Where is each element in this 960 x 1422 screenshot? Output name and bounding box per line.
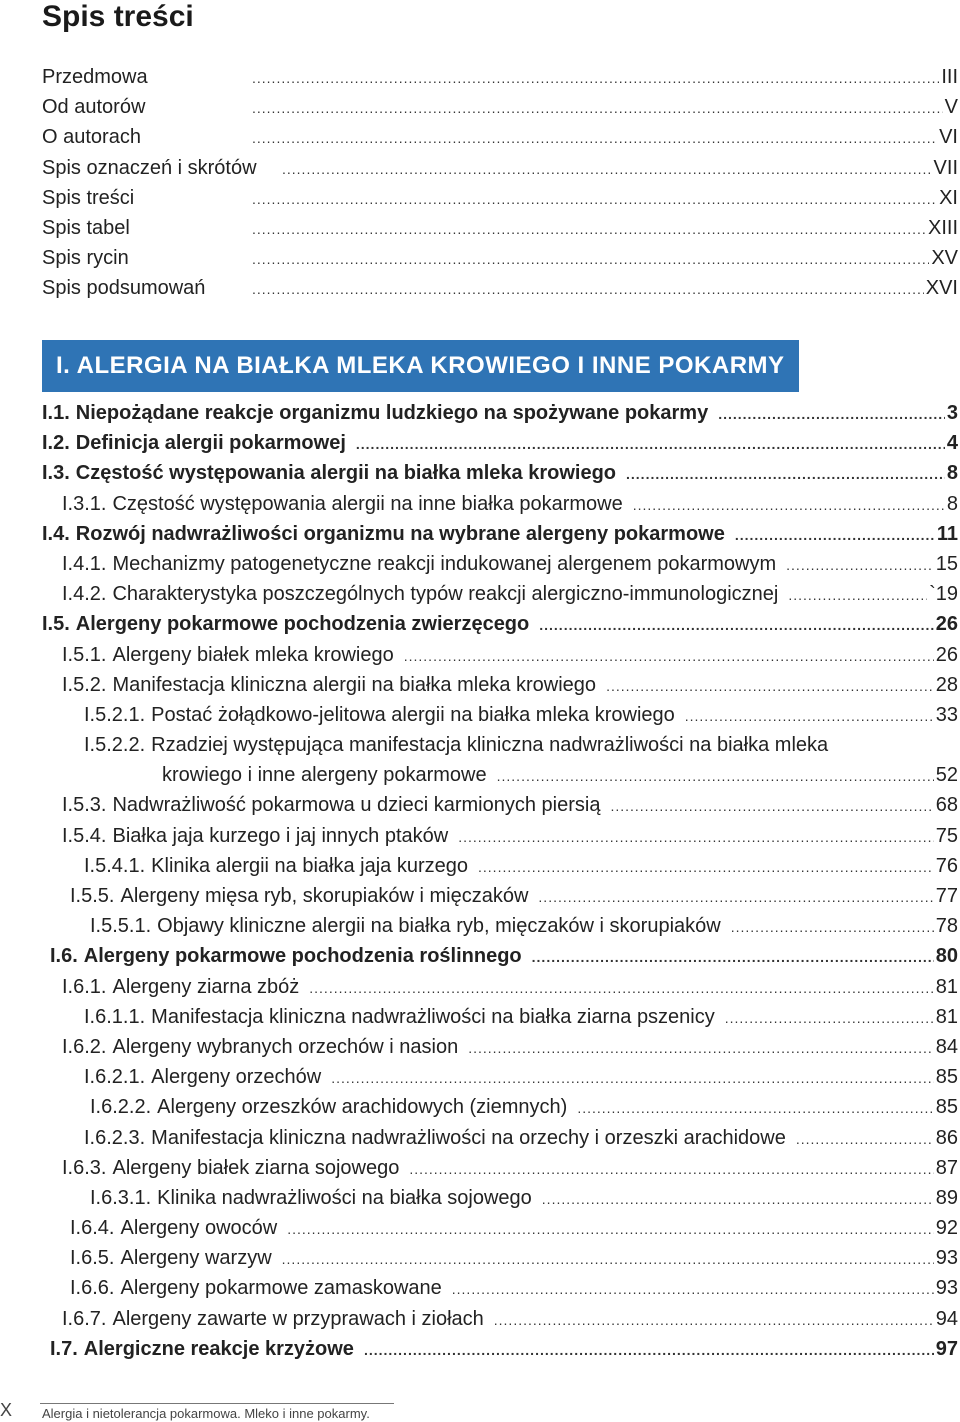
toc-row-o-autorach[interactable] (0, 126, 960, 156)
toc-number: I.1. (42, 402, 70, 424)
toc-row[interactable] (0, 976, 960, 1006)
toc-label: Spis oznaczeń i skrótów (42, 156, 257, 179)
toc-label: Alergeny wybranych orzechów i nasion (112, 1035, 459, 1058)
toc-row[interactable] (0, 945, 960, 975)
toc-number: I.6.4. (70, 1217, 115, 1240)
toc-page: 33 (935, 703, 958, 726)
toc-label: Alergeny owoców (120, 1217, 278, 1240)
toc-row[interactable] (0, 613, 960, 643)
toc-label: Niepożądane reakcje organizmu ludzkiego na spożywane pokarmy (75, 402, 709, 424)
toc-row[interactable] (0, 885, 960, 915)
toc-label: Manifestacja kliniczna nadwrażliwości na białka ziarna pszenicy (151, 1005, 715, 1028)
toc-row[interactable] (0, 855, 960, 885)
toc-label: Alergeny zawarte w przyprawach i ziołach (112, 1307, 484, 1330)
toc-page: 11 (936, 522, 958, 545)
toc-page: 8 (946, 492, 958, 515)
leader-dots (458, 829, 934, 845)
footer-page-number: X (0, 1400, 13, 1420)
toc-page: 85 (935, 1066, 958, 1089)
leader-dots (494, 1312, 934, 1328)
toc-page: XVI (925, 277, 958, 300)
toc-page: 78 (935, 915, 958, 938)
toc-page: 89 (935, 1186, 958, 1209)
leader-dots (356, 436, 945, 452)
toc-page: `19 (929, 583, 958, 606)
toc-row[interactable] (0, 1036, 960, 1066)
toc-row[interactable] (0, 523, 960, 553)
leader-dots (331, 1070, 934, 1086)
toc-number: I.7. (50, 1337, 78, 1360)
toc-number: I.6.1. (62, 975, 107, 998)
toc-page: 26 (935, 643, 958, 666)
leader-dots (452, 1281, 934, 1297)
toc-page: VI (939, 126, 958, 149)
toc-page: VII (933, 156, 958, 179)
toc-number: I.4. (42, 522, 70, 545)
leader-dots (478, 859, 934, 875)
toc-row[interactable] (0, 644, 960, 674)
leader-dots (252, 281, 924, 297)
toc-label: Klinika alergii na białka jaja kurzego (151, 854, 469, 877)
toc-number: I.6.5. (70, 1247, 115, 1270)
toc-number: I.5.3. (62, 794, 107, 817)
toc-label: Mechanizmy patogenetyczne reakcji indukowanej alergenem pokarmowym (112, 552, 777, 575)
toc-page: 93 (935, 1277, 958, 1300)
toc-label: Manifestacja kliniczna alergii na białka mleka krowiego (112, 673, 597, 696)
toc-label: Alergeny białek ziarna sojowego (112, 1156, 400, 1179)
leader-dots (788, 587, 927, 603)
toc-row[interactable] (0, 583, 960, 613)
toc-page: 92 (935, 1217, 958, 1240)
toc-label: Alergeny pokarmowe pochodzenia roślinnego (83, 945, 522, 968)
toc-row[interactable] (0, 553, 960, 583)
toc-page: 28 (935, 673, 958, 696)
toc-page: XV (931, 247, 958, 270)
leader-dots (497, 768, 934, 784)
toc-row[interactable] (0, 432, 960, 462)
toc-row[interactable] (0, 1096, 960, 1126)
toc-page: 81 (935, 975, 958, 998)
toc-page: 84 (935, 1035, 958, 1058)
toc-label: Alergiczne reakcje krzyżowe (83, 1337, 354, 1360)
footer-book-title: Alergia i nietolerancja pokarmowa. Mleko i inne pokarmy. (42, 1406, 370, 1421)
leader-dots (252, 191, 937, 207)
toc-number: I.3.1. (62, 492, 107, 515)
chapter-title: I. ALERGIA NA BIAŁKA MLEKA KROWIEGO I INNE POKARMY (56, 352, 785, 379)
leader-dots (282, 1251, 934, 1267)
toc-row[interactable] (0, 1247, 960, 1277)
toc-page: XIII (927, 216, 958, 239)
front-matter-list (0, 66, 960, 308)
toc-number: I.5.4. (62, 824, 107, 847)
leader-dots (796, 1131, 934, 1147)
leader-dots (252, 130, 937, 146)
toc-page: 86 (935, 1126, 958, 1149)
leader-dots (731, 919, 934, 935)
toc-number: I.6.3.1. (90, 1186, 152, 1209)
toc-page: 85 (935, 1096, 958, 1119)
toc-number: I.6.2.1. (84, 1066, 146, 1089)
toc-row[interactable] (0, 825, 960, 855)
toc-row-spis-rycin[interactable] (0, 247, 960, 277)
leader-dots (539, 617, 934, 633)
toc-row[interactable] (0, 734, 960, 764)
toc-number: I.2. (42, 432, 70, 455)
leader-dots (735, 527, 935, 543)
toc-number: I.5.5.1. (90, 915, 152, 938)
toc-row[interactable] (0, 1217, 960, 1247)
leader-dots (409, 1161, 933, 1177)
leader-dots (538, 889, 933, 905)
leader-dots (626, 466, 945, 482)
toc-row-od-autorow[interactable] (0, 96, 960, 126)
toc-label: Spis rycin (42, 247, 129, 270)
leader-dots (606, 678, 934, 694)
leader-dots (577, 1100, 933, 1116)
toc-number: I.5.2.2. (84, 734, 146, 757)
toc-page: 97 (935, 1337, 958, 1360)
toc-label: Klinika nadwrażliwości na białka sojowego (157, 1186, 532, 1209)
toc-number: I.6.1.1. (84, 1005, 146, 1028)
toc-row[interactable] (0, 1338, 960, 1368)
toc-number: I.6.2.3. (84, 1126, 146, 1149)
toc-row-spis-podsumowan[interactable] (0, 277, 960, 307)
toc-row[interactable] (0, 1187, 960, 1217)
leader-dots (786, 557, 934, 573)
footer-divider (40, 1403, 394, 1404)
toc-row[interactable] (0, 462, 960, 492)
leader-dots (718, 406, 945, 422)
toc-number: I.3. (42, 462, 70, 485)
leader-dots (610, 798, 933, 814)
page-title: Spis treści (42, 0, 194, 33)
toc-label: Alergeny warzyw (120, 1247, 272, 1270)
chapter-toc-list (0, 402, 960, 1368)
toc-number: I.6.3. (62, 1156, 107, 1179)
toc-page: 81 (935, 1005, 958, 1028)
toc-label: Nadwrażliwość pokarmowa u dzieci karmionych piersią (112, 794, 601, 817)
toc-page: 75 (935, 824, 958, 847)
toc-number: I.6.6. (70, 1277, 115, 1300)
leader-dots (685, 708, 934, 724)
leader-dots (364, 1342, 934, 1358)
toc-label: Spis podsumowań (42, 277, 206, 300)
toc-label: Częstość występowania alergii na inne białka pokarmowe (112, 492, 623, 515)
leader-dots (404, 648, 934, 664)
leader-dots (252, 221, 926, 237)
toc-row[interactable] (0, 794, 960, 824)
toc-page: 93 (935, 1247, 958, 1270)
toc-label: Charakterystyka poszczególnych typów reakcji alergiczno-immunologicznej (112, 583, 779, 606)
toc-label: Rzadziej występująca manifestacja kliniczna nadwrażliwości na białka mleka (151, 734, 829, 757)
toc-row-spis-oznaczen[interactable] (0, 157, 960, 187)
toc-row[interactable] (0, 1127, 960, 1157)
toc-label: Częstość występowania alergii na białka mleka krowiego (75, 462, 617, 485)
toc-label: Białka jaja kurzego i jaj innych ptaków (112, 824, 449, 847)
leader-dots (252, 70, 939, 86)
toc-label: Objawy kliniczne alergii na białka ryb, mięczaków i skorupiaków (157, 915, 721, 938)
toc-label-line2: krowiego i inne alergeny pokarmowe (162, 764, 487, 787)
toc-label: Alergeny ziarna zbóż (112, 975, 300, 998)
toc-label: Alergeny mięsa ryb, skorupiaków i mięczaków (120, 885, 529, 907)
toc-row-continuation[interactable] (0, 764, 960, 794)
toc-number: I.5.4.1. (84, 854, 146, 877)
toc-number: I.5.5. (70, 885, 115, 907)
toc-page: 8 (946, 462, 958, 485)
chapter-banner[interactable] (42, 340, 799, 392)
toc-row[interactable] (0, 1157, 960, 1187)
toc-number: I.6.2.2. (90, 1096, 152, 1119)
toc-row[interactable] (0, 1006, 960, 1036)
toc-row[interactable] (0, 1066, 960, 1096)
toc-row[interactable] (0, 1308, 960, 1338)
leader-dots (532, 949, 934, 965)
leader-dots (287, 1221, 934, 1237)
toc-number: I.4.1. (62, 552, 107, 575)
toc-label: O autorach (42, 126, 141, 149)
leader-dots (468, 1040, 934, 1056)
leader-dots (309, 980, 933, 996)
toc-page: 4 (946, 432, 958, 455)
toc-page: 87 (935, 1156, 958, 1179)
toc-page: 76 (935, 854, 958, 877)
toc-number: I.5. (42, 613, 70, 636)
toc-label: Definicja alergii pokarmowej (75, 432, 346, 455)
toc-label: Alergeny orzechów (151, 1066, 322, 1089)
toc-page: 15 (935, 552, 958, 575)
toc-number: I.6.7. (62, 1307, 107, 1330)
toc-page: 94 (935, 1307, 958, 1330)
toc-number: I.5.1. (62, 643, 107, 666)
toc-page: 68 (935, 794, 958, 817)
toc-number: I.6.2. (62, 1035, 107, 1058)
toc-page: 77 (935, 885, 958, 907)
toc-page: 26 (935, 613, 958, 636)
toc-page: XI (939, 186, 958, 209)
leader-dots (542, 1191, 934, 1207)
toc-row[interactable] (0, 493, 960, 523)
toc-page: 80 (935, 945, 958, 968)
toc-label: Alergeny pokarmowe pochodzenia zwierzęcego (75, 613, 530, 636)
toc-number: I.5.2.1. (84, 703, 146, 726)
toc-label: Spis tabel (42, 216, 130, 239)
toc-row[interactable] (0, 402, 960, 432)
toc-row-spis-tresci[interactable] (0, 187, 960, 217)
toc-label: Rozwój nadwrażliwości organizmu na wybrane alergeny pokarmowe (75, 522, 725, 545)
leader-dots (633, 497, 945, 513)
leader-dots (282, 161, 932, 177)
toc-label: Spis treści (42, 186, 135, 209)
toc-row[interactable] (0, 1277, 960, 1307)
toc-label: Alergeny białek mleka krowiego (112, 643, 394, 666)
toc-row-przedmowa[interactable] (0, 66, 960, 96)
toc-page: III (941, 66, 958, 88)
toc-label: Alergeny orzeszków arachidowych (ziemnych) (157, 1096, 568, 1119)
leader-dots (725, 1010, 934, 1026)
toc-row-spis-tabel[interactable] (0, 217, 960, 247)
toc-row[interactable] (0, 704, 960, 734)
leader-dots (252, 100, 943, 116)
toc-label: Alergeny pokarmowe zamaskowane (120, 1277, 442, 1300)
toc-page: V (944, 96, 958, 119)
toc-label: Manifestacja kliniczna nadwrażliwości na orzechy i orzeszki arachidowe (151, 1126, 786, 1149)
toc-number: I.5.2. (62, 673, 107, 696)
toc-row[interactable] (0, 915, 960, 945)
toc-page: 3 (946, 402, 958, 424)
toc-label: Od autorów (42, 96, 146, 119)
leader-dots (252, 251, 929, 267)
toc-row[interactable] (0, 674, 960, 704)
toc-label: Postać żołądkowo-jelitowa alergii na białka mleka krowiego (151, 703, 675, 726)
toc-page: 52 (935, 764, 958, 787)
toc-label: Przedmowa (42, 66, 148, 88)
toc-number: I.4.2. (62, 583, 107, 606)
toc-number: I.6. (50, 945, 78, 968)
